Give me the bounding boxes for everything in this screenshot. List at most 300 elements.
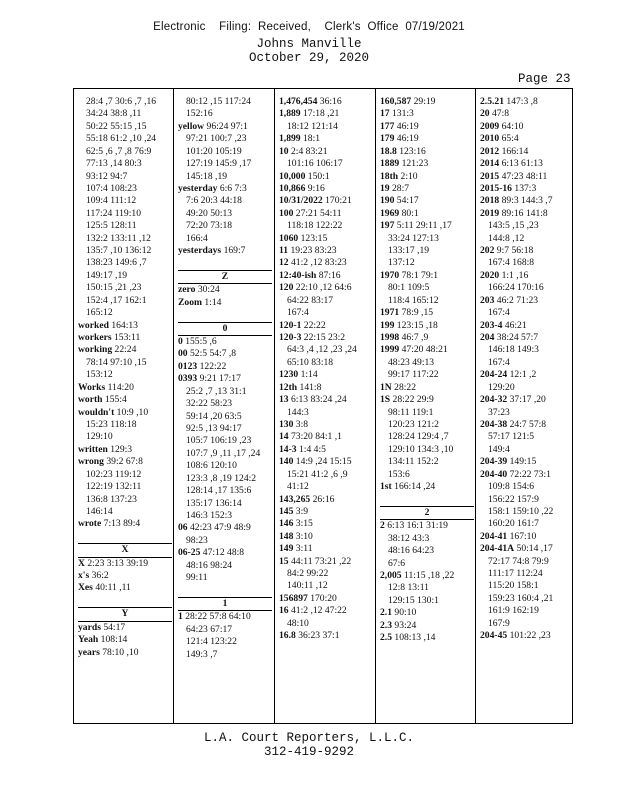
index-entry [279, 543, 373, 555]
index-continuation: 37:23 [488, 406, 510, 418]
index-word: 18.8 [380, 145, 397, 157]
index-word: 2.3 [380, 619, 392, 631]
index-references: 39:2 67:8 [106, 456, 143, 468]
index-entry [480, 108, 574, 120]
index-continuation: 144:8 ,12 [488, 232, 525, 244]
index-entry [78, 558, 172, 570]
index-entry [480, 121, 574, 133]
index-entry [78, 320, 172, 332]
index-continuation: 107:4 108:23 [86, 182, 137, 194]
index-continuation: 134:11 152:2 [388, 456, 439, 468]
index-entry [178, 547, 272, 559]
index-entry [380, 481, 474, 493]
index-word: 204-41A [480, 543, 515, 555]
index-word: 2.5 [380, 632, 392, 644]
index-word: 0 [178, 336, 183, 348]
index-references: 3:11 [295, 543, 313, 555]
index-continuation: 140:11 ,12 [287, 580, 328, 592]
index-references: 87:16 [318, 269, 341, 281]
index-references: 38:24 57:7 [496, 332, 539, 344]
index-references: 122:22 [199, 360, 227, 372]
column-divider [173, 89, 174, 723]
index-entry [178, 373, 272, 385]
index-references: 27:21 54:11 [295, 207, 342, 219]
index-word: Zoom [178, 296, 202, 308]
index-word: 10,000 [279, 170, 306, 182]
index-references: 28:22 29:9 [392, 394, 434, 406]
index-spacer [178, 584, 272, 596]
index-entry [380, 570, 474, 582]
index-continuation: 48:10 [287, 617, 309, 629]
index-continuation: 62:5 ,6 ,7 ,8 76:9 [86, 145, 152, 157]
index-word: 204-32 [480, 394, 508, 406]
index-word: 199 [380, 319, 395, 331]
index-continuation: 117:24 119:10 [86, 207, 141, 219]
index-word: yellow [178, 120, 205, 132]
index-word: 06-25 [178, 547, 201, 559]
index-references: 2:10 [400, 170, 418, 182]
index-references: 155:4 [104, 394, 127, 406]
index-references: 166:14 [501, 145, 529, 157]
index-word: 1 [178, 611, 183, 623]
index-references: 129:3 [110, 443, 133, 455]
index-continuation: 161:9 162:19 [488, 605, 539, 617]
index-continuation: 38:12 43:3 [388, 532, 430, 544]
index-word: 197 [380, 220, 395, 232]
index-references: 114:20 [107, 381, 134, 393]
index-entry [480, 419, 574, 431]
index-continuation: 146:14 [86, 505, 113, 517]
index-word: 160,587 [380, 96, 412, 107]
index-references: 1:14 [204, 296, 222, 308]
index-word: 1S [380, 394, 391, 406]
index-entry [279, 282, 373, 294]
index-references: 78:9 ,15 [401, 307, 434, 319]
index-entry [178, 522, 272, 534]
index-continuation: 41:12 [287, 481, 309, 493]
index-word: 156897 [279, 592, 308, 604]
index-word: 140 [279, 456, 294, 468]
index-entry [380, 96, 474, 108]
index-word: 1,476,454 [279, 96, 318, 107]
index-continuation: 98:23 [186, 534, 208, 546]
index-references: 47:20 48:21 [401, 344, 448, 356]
index-references: 73:20 84:1 ,1 [291, 431, 342, 443]
index-continuation: 152:4 ,17 162:1 [86, 294, 147, 306]
index-entry [78, 344, 172, 356]
index-references: 167:10 [509, 530, 537, 542]
index-references: 2:23 3:13 39:19 [87, 557, 149, 569]
index-word: 13 [279, 394, 289, 406]
index-entry [480, 543, 574, 555]
index-entry [178, 297, 272, 309]
index-word: 14-3 [279, 443, 297, 455]
index-references: 28:7 [392, 182, 410, 194]
index-continuation: 150:15 ,21 ,23 [86, 282, 142, 294]
index-references: 22:15 23:2 [303, 332, 346, 344]
index-word: 2012 [480, 145, 500, 157]
index-entry [78, 622, 172, 634]
index-continuation: 166:4 [186, 232, 208, 244]
index-references: 28:22 [394, 381, 416, 393]
index-entry [279, 108, 373, 120]
index-references: 17:18 ,21 [303, 108, 340, 120]
index-references: 169:7 [223, 245, 246, 257]
index-word: years [78, 646, 100, 658]
index-word: 1st [380, 481, 392, 493]
index-entry [480, 183, 574, 195]
index-entry [380, 332, 474, 344]
index-entry [480, 531, 574, 543]
index-continuation: 101:16 106:17 [287, 158, 343, 170]
index-word: 17 [380, 108, 390, 120]
index-references: 141:8 [299, 381, 322, 393]
index-references: 19:23 83:23 [290, 245, 337, 257]
index-references: 65:4 [501, 133, 519, 145]
index-entry [480, 456, 574, 468]
index-continuation: 118:4 165:12 [388, 294, 439, 306]
index-references: 36:16 [319, 96, 342, 107]
index-entry [380, 394, 474, 406]
index-word: 12:40-ish [279, 269, 317, 281]
index-references: 47:12 48:8 [202, 547, 245, 559]
index-continuation: 144:3 [287, 406, 309, 418]
index-entry [380, 520, 474, 532]
index-word: 1,899 [279, 133, 301, 145]
index-references: 40:11 ,11 [95, 582, 131, 594]
index-word: 143,265 [279, 493, 311, 505]
index-continuation: 121:4 123:22 [186, 636, 237, 648]
index-entry [78, 394, 172, 406]
index-references: 121:23 [401, 158, 429, 170]
index-entry [78, 647, 172, 659]
index-continuation: 80:1 109:5 [388, 282, 430, 294]
index-continuation: 7:6 20:3 44:18 [186, 195, 242, 207]
index-word: 204-39 [480, 456, 508, 468]
index-letter-heading: X [78, 543, 172, 557]
index-word: 204-40 [480, 468, 508, 480]
index-word: wrote [78, 518, 102, 530]
index-references: 42:23 47:9 48:9 [190, 522, 251, 534]
index-continuation: 109:8 154:6 [488, 481, 535, 493]
index-entry [480, 332, 574, 344]
index-continuation: 167:4 168:8 [488, 257, 535, 269]
index-continuation: 57:17 121:5 [488, 431, 535, 443]
index-word: working [78, 344, 113, 356]
index-word: worth [78, 394, 103, 406]
index-entry [480, 146, 574, 158]
index-entry [279, 257, 373, 269]
footer-company: L.A. Court Reporters, L.L.C. [203, 731, 415, 745]
index-continuation: 125:5 128:11 [86, 220, 137, 232]
index-continuation: 25:2 ,7 ,13 31:1 [186, 385, 247, 397]
index-continuation: 129:10 134:3 ,10 [388, 443, 454, 455]
index-word: 202 [480, 245, 495, 257]
index-entry [480, 171, 574, 183]
index-entry [279, 208, 373, 220]
index-entry [480, 158, 574, 170]
index-entry [78, 634, 172, 646]
index-word: 2015-16 [480, 182, 512, 194]
index-continuation: 32:22 58:23 [186, 398, 233, 410]
index-word: 2009 [480, 120, 500, 132]
index-entry [178, 336, 272, 348]
index-continuation: 135:7 ,10 136:12 [86, 245, 152, 257]
index-references: 131:3 [392, 108, 414, 120]
index-continuation: 15:23 118:18 [86, 418, 137, 430]
index-continuation: 128:24 129:4 ,7 [388, 431, 449, 443]
index-continuation: 55:18 61:2 ,10 ,24 [86, 133, 157, 145]
index-word: 1969 [380, 207, 400, 219]
index-continuation: 107:7 ,9 ,11 ,17 ,24 [186, 447, 261, 459]
index-entry [279, 494, 373, 506]
index-entry [480, 394, 574, 406]
index-references: 50:14 ,17 [516, 543, 553, 555]
index-column-2 [178, 96, 272, 661]
index-word: 177 [380, 120, 395, 132]
index-word: 06 [178, 522, 188, 534]
index-entry [279, 270, 373, 282]
index-entry [178, 611, 272, 623]
index-continuation: 65:10 83:18 [287, 356, 334, 368]
index-continuation: 99:17 117:22 [388, 369, 439, 381]
index-continuation: 160:20 161:7 [488, 518, 539, 530]
index-word: workers [78, 332, 112, 344]
index-entry [279, 332, 373, 344]
index-word: 1999 [380, 344, 400, 356]
index-entry [178, 284, 272, 296]
index-continuation: 99:11 [186, 572, 208, 584]
index-references: 52:5 54:7 ,8 [190, 348, 237, 360]
index-word: 2018 [480, 195, 500, 207]
index-column-5 [480, 96, 574, 643]
index-references: 170:20 [310, 592, 337, 604]
index-continuation: 72:17 74:8 79:9 [488, 555, 549, 567]
index-entry [279, 556, 373, 568]
index-references: 54:17 [103, 621, 126, 633]
index-references: 11:15 ,18 ,22 [404, 570, 455, 582]
index-references: 18:1 [303, 133, 321, 145]
index-references: 46:19 [396, 120, 419, 132]
index-entry [279, 444, 373, 456]
electronic-filing-stamp: Electronic Filing: Received, Clerk's Office 07/19/2021 [153, 21, 465, 33]
index-word: zero [178, 284, 196, 296]
index-entry [380, 320, 474, 332]
index-continuation: 137:12 [388, 257, 415, 269]
index-entry [480, 208, 574, 220]
index-continuation: 109:4 111:12 [86, 195, 137, 207]
index-references: 36:23 37:1 [298, 630, 340, 642]
index-continuation: 78:14 97:10 ,15 [86, 356, 147, 368]
index-word: 2 [380, 520, 385, 532]
index-continuation: 152:16 [186, 108, 213, 120]
column-divider [274, 89, 275, 723]
index-entry [279, 96, 373, 108]
index-references: 153:11 [113, 332, 141, 344]
index-references: 108:14 [100, 634, 128, 646]
index-references: 123:16 [399, 145, 426, 157]
index-word: 12th [279, 381, 298, 393]
index-references: 36:2 [91, 570, 109, 582]
index-continuation: 129:15 130:1 [388, 594, 439, 606]
index-word: 11 [279, 245, 289, 257]
index-continuation: 12:8 13:11 [388, 582, 429, 594]
column-divider [475, 89, 476, 723]
index-continuation: 132:2 133:11 ,12 [86, 232, 151, 244]
index-word: 204-38 [480, 418, 508, 430]
index-references: 26:16 [312, 493, 335, 505]
index-entry [380, 146, 474, 158]
index-references: 72:22 73:1 [509, 468, 551, 480]
index-word: 10/31/2022 [279, 195, 323, 207]
index-entry [480, 630, 574, 642]
index-word: 130 [279, 418, 294, 430]
index-references: 3:15 [295, 518, 313, 530]
index-word: 203 [480, 294, 495, 306]
index-continuation: 156:22 157:9 [488, 493, 539, 505]
index-column-1 [78, 96, 172, 659]
index-references: 123:15 ,18 [396, 319, 438, 331]
index-letter-heading: Y [78, 607, 172, 621]
index-references: 170:21 [325, 195, 352, 207]
index-word: 149 [279, 543, 294, 555]
index-word: 18th [380, 170, 399, 182]
index-spacer [78, 595, 172, 607]
word-index-frame [73, 88, 573, 724]
index-word: 1N [380, 381, 392, 393]
case-name: Johns Manville [256, 37, 362, 51]
index-continuation: 167:9 [488, 617, 510, 629]
index-word: 120-3 [279, 332, 302, 344]
index-references: 29:19 [413, 96, 436, 107]
index-references: 78:10 ,10 [102, 646, 139, 658]
index-continuation: 122:19 132:11 [86, 481, 142, 493]
index-entry [279, 195, 373, 207]
index-word: 1060 [279, 232, 299, 244]
index-references: 24:7 57:8 [509, 418, 547, 430]
index-continuation: 105:7 106:19 ,23 [186, 435, 252, 447]
column-divider [375, 89, 376, 723]
index-continuation: 97:21 100:7 ,23 [186, 133, 247, 145]
index-word: 2010 [480, 133, 500, 145]
index-references: 7:13 89:4 [103, 518, 141, 530]
index-letter-heading: 1 [178, 597, 272, 611]
index-letter-heading: Z [178, 270, 272, 284]
index-references: 78:1 79:1 [401, 269, 439, 281]
index-entry [380, 158, 474, 170]
index-continuation: 49:20 50:13 [186, 207, 233, 219]
index-continuation: 136:8 137:23 [86, 493, 137, 505]
index-continuation: 102:23 119:12 [86, 468, 142, 480]
index-references: 164:13 [111, 319, 138, 331]
index-word: 146 [279, 518, 294, 530]
index-continuation: 133:17 ,19 [388, 245, 430, 257]
index-spacer [78, 531, 172, 543]
index-entry [380, 620, 474, 632]
index-continuation: 153:6 [388, 468, 410, 480]
index-word: 1971 [380, 307, 400, 319]
index-references: 1:4 4:5 [299, 443, 326, 455]
index-references: 96:24 97:1 [206, 120, 248, 132]
index-references: 3:10 [295, 530, 313, 542]
index-column-3 [279, 96, 373, 643]
index-word: X [78, 557, 85, 569]
index-word: 1,889 [279, 108, 301, 120]
index-continuation: 77:13 ,14 80:3 [86, 158, 142, 170]
index-entry [380, 344, 474, 356]
index-word: 204 [480, 332, 495, 344]
index-word: 2015 [480, 170, 500, 182]
index-continuation: 98:11 119:1 [388, 406, 434, 418]
index-entry [78, 444, 172, 456]
index-references: 149:15 [509, 456, 537, 468]
index-continuation: 149:4 [488, 443, 510, 455]
index-entry [78, 518, 172, 530]
index-continuation: 48:16 98:24 [186, 559, 233, 571]
index-entry [380, 121, 474, 133]
index-references: 89:16 141:8 [501, 207, 548, 219]
index-entry [279, 605, 373, 617]
index-word: 2,005 [380, 570, 402, 582]
index-spacer [380, 494, 474, 506]
index-continuation: 59:14 ,20 63:5 [186, 410, 242, 422]
index-entry [480, 133, 574, 145]
index-references: 41:2 ,12 83:23 [291, 257, 347, 269]
index-word: 204-45 [480, 630, 508, 642]
index-references: 1:14 [300, 369, 318, 381]
index-continuation: 48:16 64:23 [388, 545, 435, 557]
index-word: 145 [279, 505, 294, 517]
footer-phone: 312-419-9292 [263, 745, 354, 759]
index-entry [380, 632, 474, 644]
index-spacer [178, 309, 272, 321]
index-entry [380, 133, 474, 145]
page-number: Page 23 [518, 72, 571, 86]
index-references: 93:24 [394, 619, 417, 631]
index-references: 44:11 73:21 ,22 [291, 555, 352, 567]
index-word: 0393 [178, 373, 198, 385]
index-references: 137:3 [514, 182, 537, 194]
index-entry [279, 171, 373, 183]
index-continuation: 67:6 [388, 557, 406, 569]
index-references: 89:3 144:3 ,7 [501, 195, 553, 207]
index-entry [279, 233, 373, 245]
index-continuation: 153:12 [86, 369, 113, 381]
index-column-4 [380, 96, 474, 645]
index-word: 2019 [480, 207, 500, 219]
index-word: 2020 [480, 269, 500, 281]
index-entry [279, 506, 373, 518]
index-word: 120 [279, 282, 294, 294]
index-continuation: 92:5 ,13 94:17 [186, 422, 242, 434]
index-entry [480, 270, 574, 282]
index-continuation: 120:23 121:2 [388, 418, 439, 430]
index-entry [480, 320, 574, 332]
index-word: written [78, 443, 108, 455]
index-word: 20 [480, 108, 490, 120]
index-entry [178, 183, 272, 195]
index-continuation: 128:14 ,17 135:6 [186, 485, 252, 497]
index-continuation: 15:21 41:2 ,6 ,9 [287, 468, 348, 480]
index-entry [279, 630, 373, 642]
index-word: yards [78, 621, 101, 633]
index-word: 10 [279, 145, 289, 157]
index-references: 47:8 [492, 108, 510, 120]
index-continuation: 135:17 136:14 [186, 497, 242, 509]
index-word: 16.8 [279, 630, 296, 642]
index-entry [380, 270, 474, 282]
index-entry [380, 607, 474, 619]
